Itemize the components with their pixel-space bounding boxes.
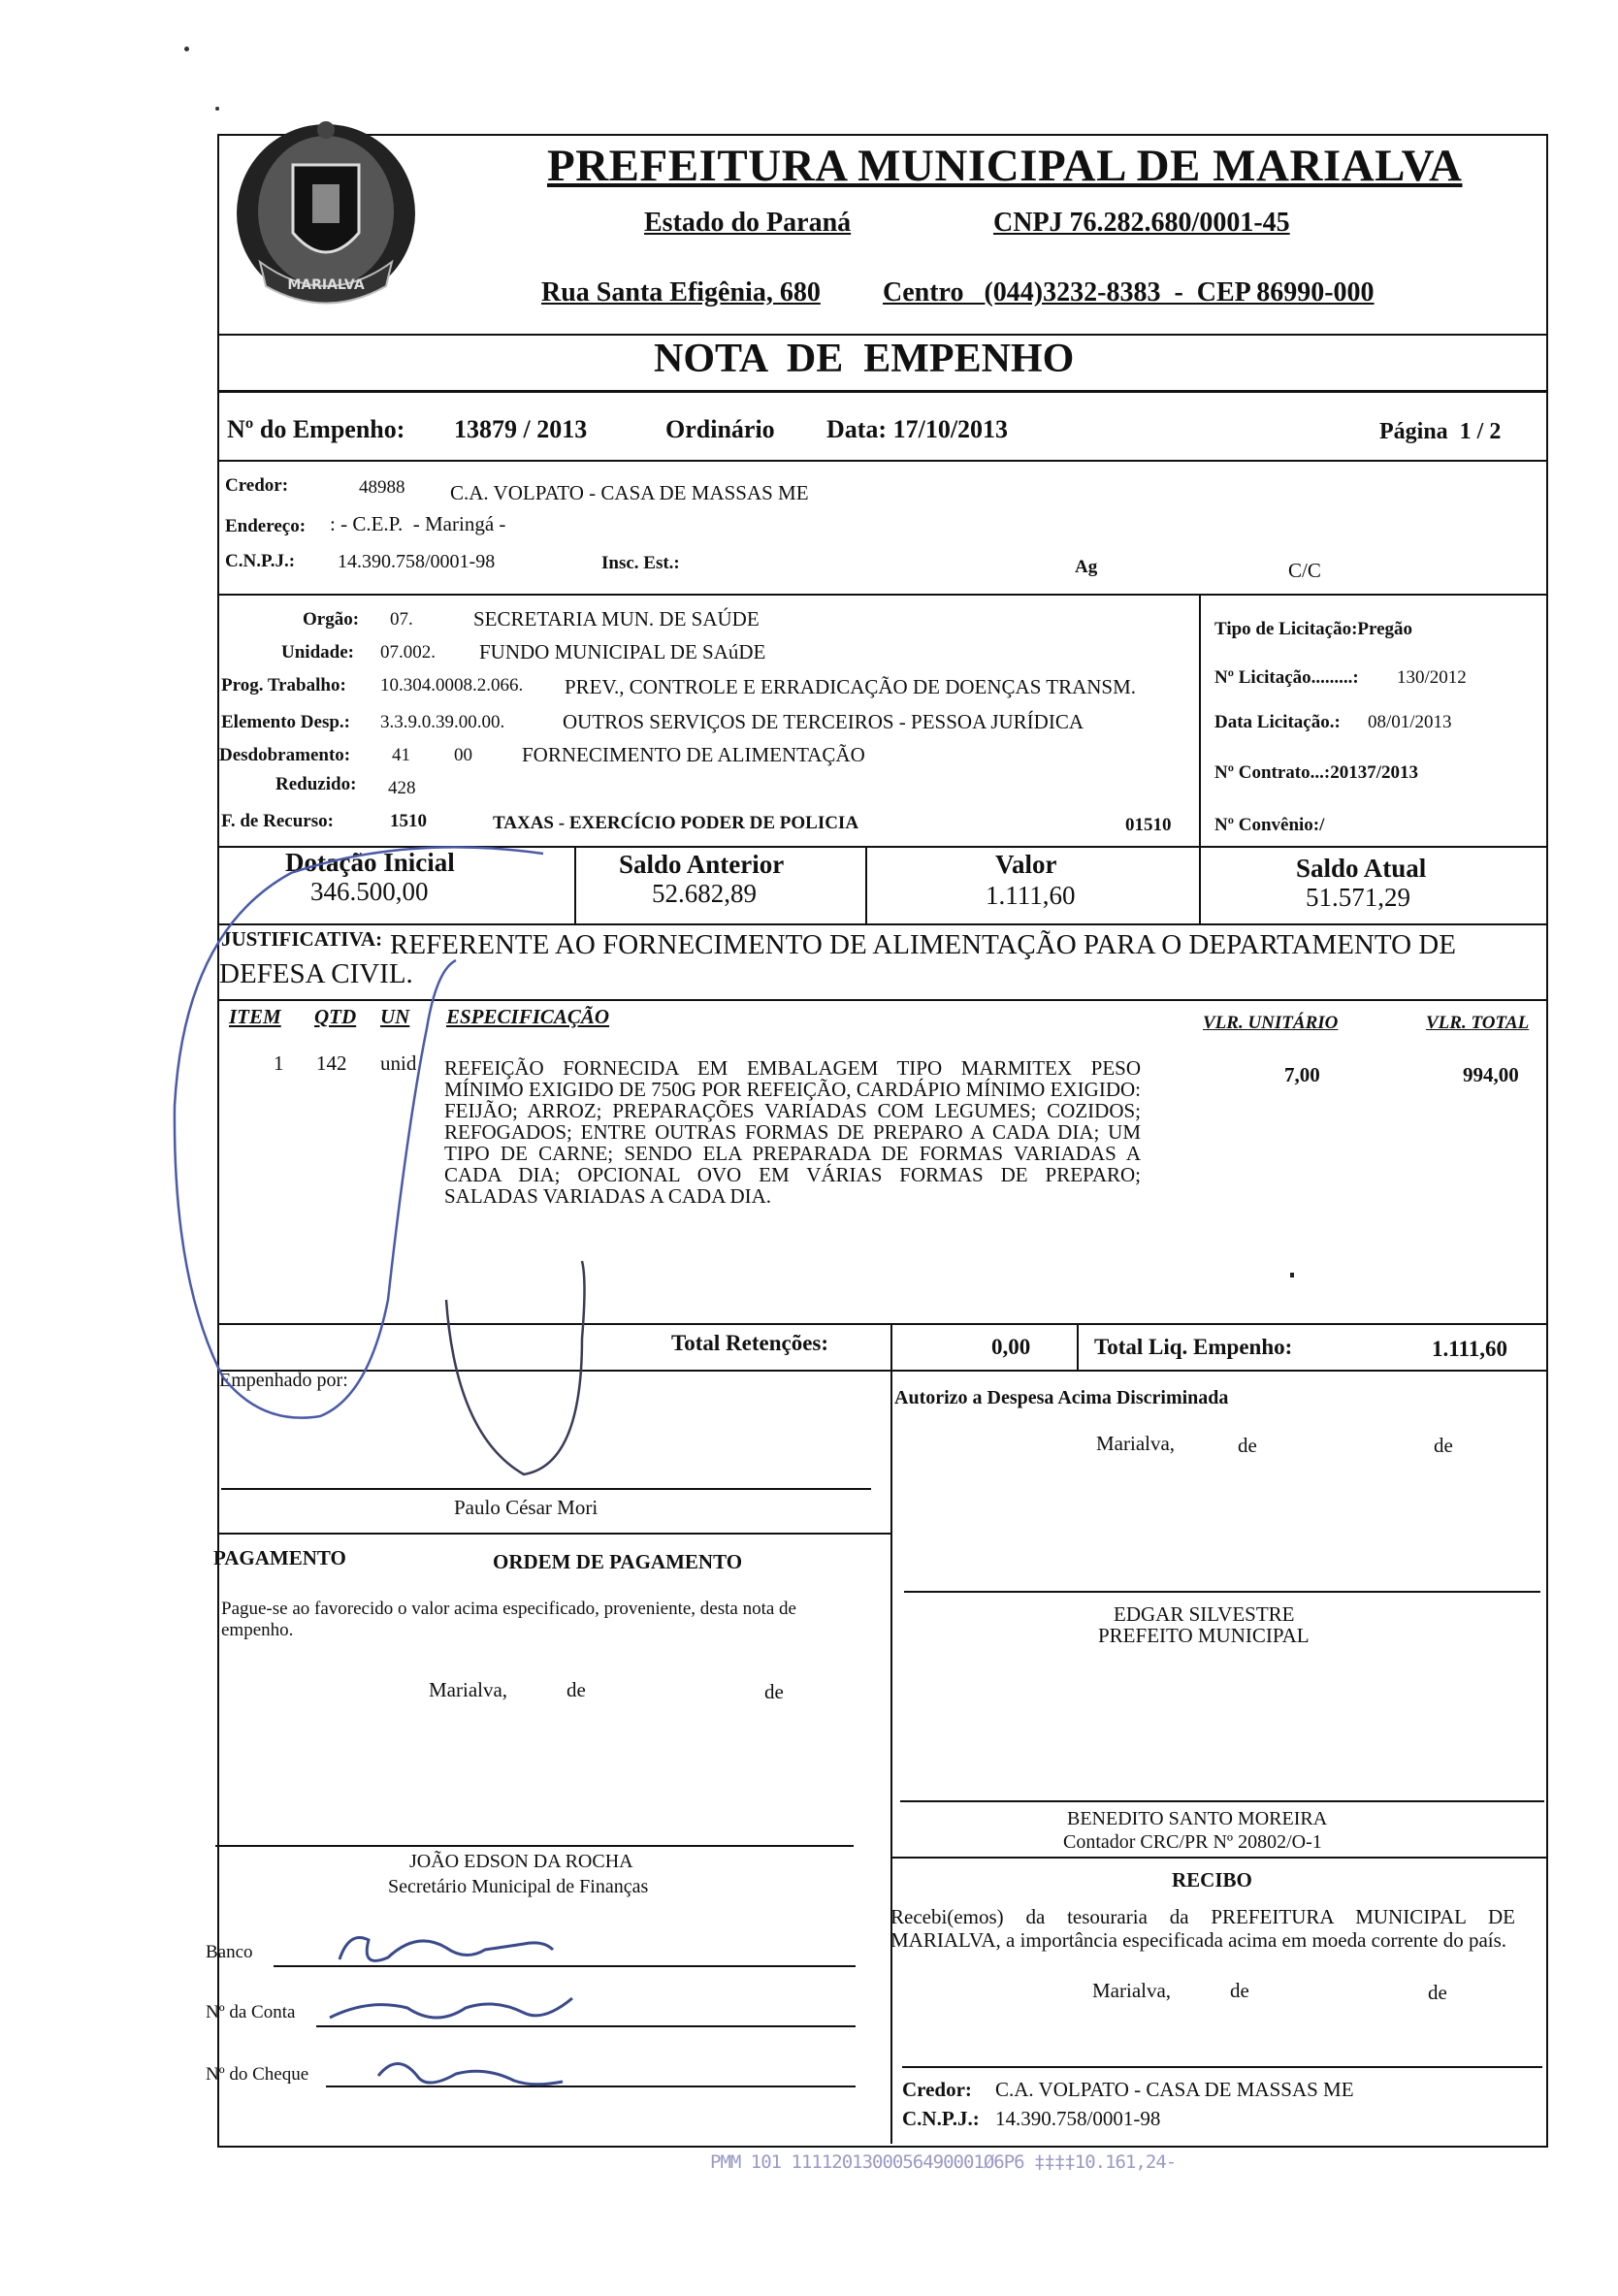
receipt-text: Recebi(emos) da tesouraria da PREFEITURA MUNICIPAL DE MARIALVA, a importância especificada acima em moeda corrente do país.: [890, 1905, 1515, 1952]
retencoes-value: 0,00: [991, 1335, 1031, 1359]
licitacao-date: 08/01/2013: [1368, 712, 1452, 732]
col-vlr-unit-header: VLR. UNITÁRIO: [1203, 1013, 1339, 1033]
total-liquido-value: 1.111,60: [1432, 1337, 1507, 1361]
payment-text: Pague-se ao favorecido o valor acima especificado, proveniente, desta nota de empenho.: [221, 1599, 796, 1640]
desdobramento-desc: FORNECIMENTO DE ALIMENTAÇÃO: [522, 743, 865, 766]
justificativa-line2: DEFESA CIVIL.: [219, 958, 413, 989]
col-qtd-header: QTD: [314, 1005, 357, 1028]
receipt-de2: de: [1428, 1981, 1447, 2004]
receipt-de1: de: [1230, 1979, 1249, 2002]
unidade-label: Unidade:: [281, 642, 354, 663]
desdobramento-b: 00: [454, 745, 472, 765]
item-total-price: 994,00: [1463, 1063, 1519, 1086]
cc-label: C/C: [1288, 559, 1321, 582]
auth-de2: de: [1434, 1434, 1453, 1457]
payment-city: Marialva,: [429, 1678, 508, 1701]
orgao-code: 07.: [390, 609, 413, 630]
endereco-value: : - C.E.P. - Maringá -: [330, 512, 506, 535]
valor-label: Valor: [995, 850, 1057, 879]
empenho-date: Data: 17/10/2013: [826, 415, 1009, 443]
empenho-type: Ordinário: [665, 415, 775, 443]
auth-city: Marialva,: [1096, 1432, 1176, 1455]
credor-code: 48988: [359, 477, 405, 498]
licitacao-date-label: Data Licitação.:: [1214, 712, 1341, 732]
empenhado-por-label: Empenhado por:: [219, 1370, 348, 1391]
elemento-label: Elemento Desp.:: [221, 712, 350, 732]
accountant-title: Contador CRC/PR Nº 20802/O-1: [1063, 1831, 1322, 1853]
unidade-desc: FUNDO MUNICIPAL DE SAúDE: [479, 640, 766, 663]
fonte-recurso-number: 01510: [1125, 815, 1172, 835]
receipt-credor-label: Credor:: [902, 2078, 972, 2101]
licitacao-number: 130/2012: [1397, 667, 1467, 688]
fonte-recurso-code: 1510: [390, 811, 427, 831]
unidade-code: 07.002.: [380, 642, 436, 663]
autorizo-text: Autorizo a Despesa Acima Discriminada: [894, 1387, 1229, 1408]
document-title: NOTA DE EMPENHO: [654, 337, 1075, 381]
item-number: 1: [274, 1051, 284, 1075]
receipt-cnpj: 14.390.758/0001-98: [995, 2107, 1161, 2130]
justificativa-label: JUSTIFICATIVA:: [221, 927, 383, 951]
header-cnpj: CNPJ 76.282.680/0001-45: [993, 208, 1290, 238]
item-unit-price: 7,00: [1284, 1063, 1320, 1086]
endereco-label: Endereço:: [225, 516, 307, 536]
fonte-recurso-desc: TAXAS - EXERCÍCIO PODER DE POLICIA: [493, 813, 859, 833]
item-specification: REFEIÇÃO FORNECIDA EM EMBALAGEM TIPO MARMITEX PESO MÍNIMO EXIGIDO DE 750G POR REFEIÇÃO, CARDÁPIO MÍNIMO EXIGIDO: FEIJÃO; ARROZ; PREPARAÇÕES VARIADAS COM LEGUMES; COZIDOS; REFOGADOS; ENTRE OUTRAS FORMAS DE PREPARO A CADA DIA; UM TIPO DE CARNE; SENDO ELA PREPARADA DE FORMAS VARIADAS A CADA DIA; OPCIONAL OVO EM VÁRIAS FORMAS DE PREPARO; SALADAS VARIADAS A CADA DIA.: [444, 1056, 1141, 1208]
licitacao-number-label: Nº Licitação.........:: [1214, 667, 1359, 688]
auth-de1: de: [1238, 1434, 1257, 1457]
ag-label: Ag: [1075, 557, 1098, 577]
justificativa-line1: REFERENTE AO FORNECIMENTO DE ALIMENTAÇÃO PARA O DEPARTAMENTO DE: [390, 929, 1456, 960]
mayor-title: PREFEITO MUNICIPAL: [1098, 1624, 1310, 1647]
desdobramento-label: Desdobramento:: [219, 745, 351, 765]
prog-trabalho-desc: PREV., CONTROLE E ERRADICAÇÃO DE DOENÇAS TRANSM.: [565, 675, 1137, 698]
convenio-number: Nº Convênio:/: [1214, 815, 1325, 835]
empenho-label: Nº do Empenho:: [227, 415, 405, 443]
col-item-header: ITEM: [229, 1005, 281, 1028]
district-phone-cep: Centro (044)3232-8383 - CEP 86990-000: [883, 277, 1375, 307]
fonte-recurso-label: F. de Recurso:: [221, 811, 334, 831]
empenhado-por-name: Paulo César Mori: [454, 1496, 599, 1519]
saldo-atual-value: 51.571,29: [1306, 883, 1410, 912]
receipt-cnpj-label: C.N.P.J.:: [902, 2107, 980, 2130]
saldo-anterior-label: Saldo Anterior: [619, 850, 785, 879]
conta-label: Nº da Conta: [206, 2002, 296, 2022]
saldo-anterior-value: 52.682,89: [652, 879, 757, 908]
receipt-city: Marialva,: [1092, 1979, 1172, 2002]
accountant-name: BENEDITO SANTO MOREIRA: [1067, 1808, 1328, 1829]
insc-est-label: Insc. Est.:: [601, 553, 680, 573]
pagamento-label: PAGAMENTO: [213, 1546, 346, 1569]
dotacao-label: Dotação Inicial: [285, 848, 455, 877]
dotacao-value: 346.500,00: [310, 877, 429, 906]
payment-de2: de: [764, 1680, 784, 1703]
banco-label: Banco: [206, 1942, 253, 1962]
orgao-desc: SECRETARIA MUN. DE SAÚDE: [473, 607, 760, 631]
orgao-label: Orgão:: [303, 609, 360, 630]
payment-de1: de: [566, 1678, 586, 1701]
desdobramento-a: 41: [392, 745, 410, 765]
cheque-label: Nº do Cheque: [206, 2064, 309, 2085]
total-liquido-label: Total Liq. Empenho:: [1094, 1335, 1293, 1359]
prog-trabalho-label: Prog. Trabalho:: [221, 675, 346, 695]
receipt-credor-name: C.A. VOLPATO - CASA DE MASSAS ME: [995, 2078, 1354, 2101]
state-name: Estado do Paraná: [644, 208, 852, 238]
recibo-title: RECIBO: [1172, 1868, 1252, 1892]
saldo-atual-label: Saldo Atual: [1296, 854, 1427, 883]
tipo-licitacao: Tipo de Licitação:Pregão: [1214, 619, 1413, 639]
footer-stamp: PMM 101 1111201300056490001Ø6P6 ‡‡‡‡10.161,24-: [710, 2151, 1177, 2173]
contrato-number: Nº Contrato...:20137/2013: [1214, 762, 1418, 783]
secretary-name: JOÃO EDSON DA ROCHA: [409, 1851, 633, 1872]
credor-label: Credor:: [225, 475, 289, 496]
prog-trabalho-code: 10.304.0008.2.066.: [380, 675, 524, 695]
col-spec-header: ESPECIFICAÇÃO: [446, 1005, 610, 1028]
valor-value: 1.111,60: [986, 881, 1076, 910]
page-number: Página 1 / 2: [1379, 419, 1502, 444]
reduzido-label: Reduzido:: [275, 774, 357, 794]
item-unit: unid: [380, 1051, 417, 1075]
cnpj-label: C.N.P.J.:: [225, 551, 296, 571]
empenho-number: 13879 / 2013: [454, 415, 588, 443]
mayor-name: EDGAR SILVESTRE: [1114, 1602, 1295, 1626]
col-vlr-total-header: VLR. TOTAL: [1426, 1013, 1530, 1033]
retencoes-label: Total Retenções:: [671, 1331, 829, 1355]
item-qtd: 142: [316, 1051, 347, 1075]
secretary-title: Secretário Municipal de Finanças: [388, 1876, 649, 1897]
reduzido-value: 428: [388, 778, 416, 798]
col-un-header: UN: [380, 1005, 410, 1028]
credor-cnpj: 14.390.758/0001-98: [338, 551, 496, 572]
credor-name: C.A. VOLPATO - CASA DE MASSAS ME: [450, 481, 809, 504]
street-address: Rua Santa Efigênia, 680: [541, 277, 821, 307]
elemento-code: 3.3.9.0.39.00.00.: [380, 712, 505, 732]
svg-text:MARIALVA: MARIALVA: [287, 277, 365, 293]
municipality-title: PREFEITURA MUNICIPAL DE MARIALVA: [547, 141, 1463, 191]
ordem-pagamento-label: ORDEM DE PAGAMENTO: [493, 1550, 743, 1573]
elemento-desc: OUTROS SERVIÇOS DE TERCEIROS - PESSOA JURÍDICA: [563, 710, 1084, 733]
